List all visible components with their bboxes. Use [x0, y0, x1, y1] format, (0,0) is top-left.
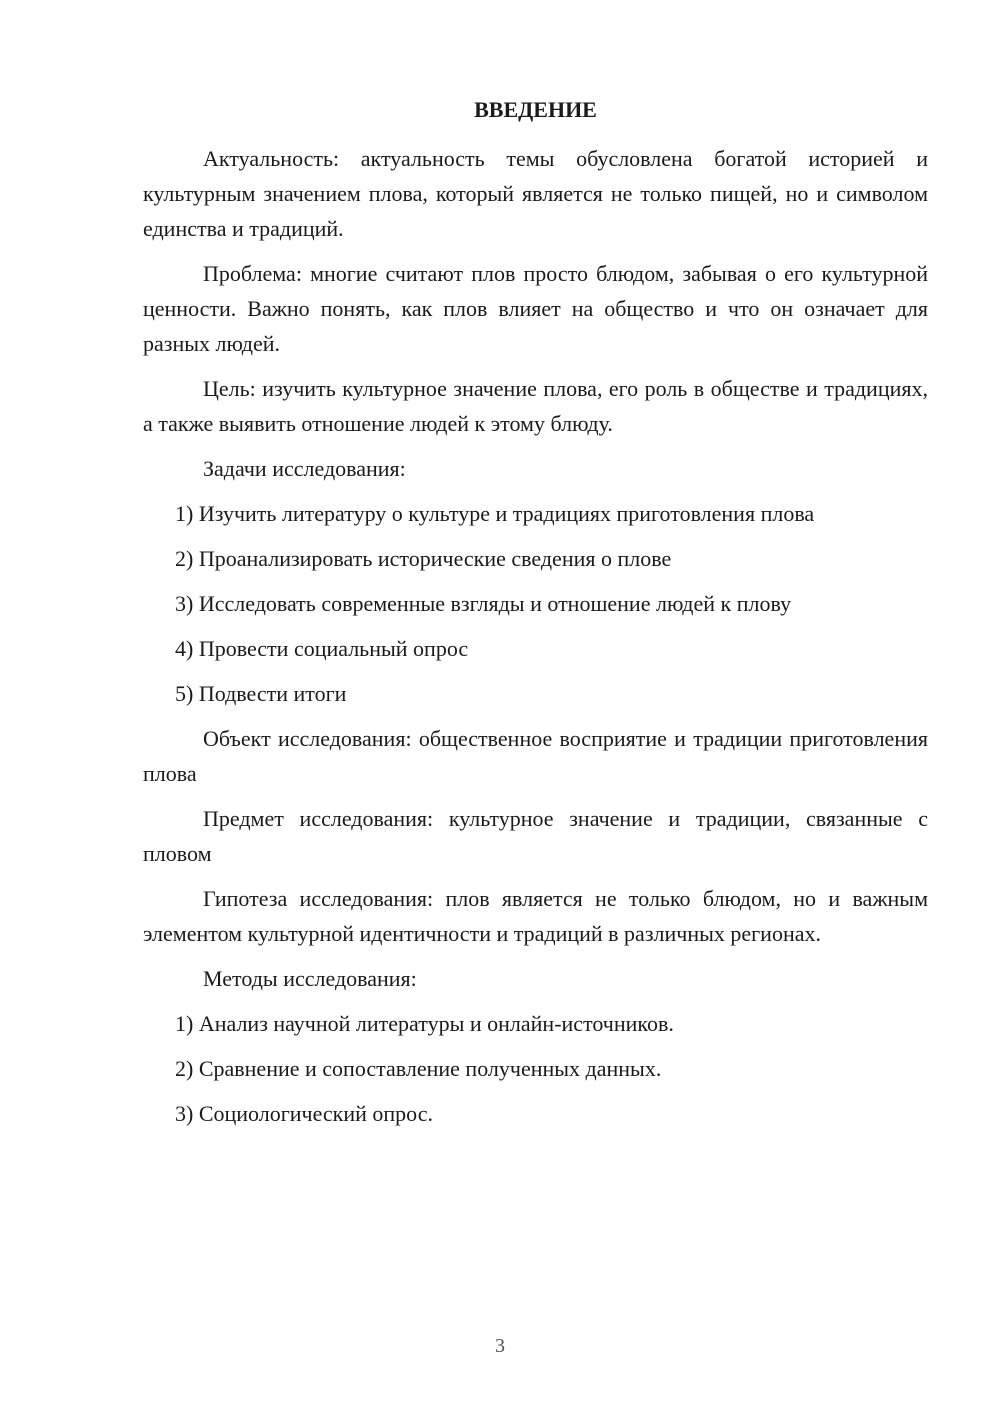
task-item: 4) Провести социальный опрос [175, 636, 469, 661]
object-paragraph: Объект исследования: общественное восприятие и традиции приготовления плова [143, 726, 928, 786]
method-item: 1) Анализ научной литературы и онлайн-источников. [175, 1011, 674, 1036]
section-title: ВВЕДЕНИЕ [474, 97, 597, 122]
methods-heading: Методы исследования: [203, 966, 417, 991]
page-number: 3 [495, 1335, 505, 1357]
method-item: 3) Социологический опрос. [175, 1101, 433, 1126]
page-content [143, 96, 928, 1141]
goal-paragraph: Цель: изучить культурное значение плова, его роль в обществе и традициях, а также выявить отношение людей к этому блюду. [143, 376, 928, 436]
task-item: 1) Изучить литературу о культуре и традициях приготовления плова [175, 501, 815, 526]
tasks-heading: Задачи исследования: [203, 456, 406, 481]
hypothesis-paragraph: Гипотеза исследования: плов является не только блюдом, но и важным элементом культурной идентичности и традиций в различных регионах. [143, 886, 928, 946]
method-item: 2) Сравнение и сопоставление полученных данных. [175, 1056, 662, 1081]
subject-paragraph: Предмет исследования: культурное значение и традиции, связанные с пловом [143, 806, 928, 866]
relevance-paragraph: Актуальность: актуальность темы обусловлена богатой историей и культурным значением плова, который является не только пищей, но и символом единства и традиций. [143, 146, 928, 241]
tasks-list [143, 496, 928, 711]
task-item: 5) Подвести итоги [175, 681, 347, 706]
problem-paragraph: Проблема: многие считают плов просто блюдом, забывая о его культурной ценности. Важно понять, как плов влияет на общество и что он означает для разных людей. [143, 261, 928, 356]
task-item: 2) Проанализировать исторические сведения о плове [175, 546, 672, 571]
methods-list [143, 1006, 928, 1131]
task-item: 3) Исследовать современные взгляды и отношение людей к плову [175, 591, 792, 616]
